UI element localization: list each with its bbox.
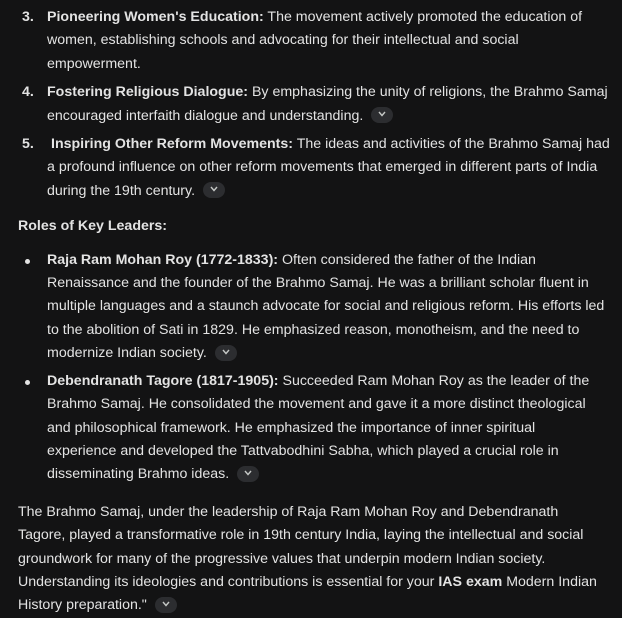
bullet-icon (25, 380, 30, 385)
list-item (0, 6, 622, 76)
item-title: Debendranath Tagore (1817-1905): (47, 372, 279, 389)
conclusion-text-end: Modern Indian History preparation." (18, 573, 597, 614)
item-body: Often considered the father of the Indian Renaissance and the founder of the Brahmo Samaj. He was a brilliant scholar fluent in multiple languages and a staunch advocate for social and religious reform. His efforts led to the abolition of Sati in 1829. He emphasized reason, monotheism, and the need to modernize Indian society. (47, 251, 605, 362)
expand-source-button[interactable] (371, 107, 393, 123)
list-item (0, 249, 622, 366)
expand-source-button[interactable] (155, 597, 177, 613)
item-title: Pioneering Women's Education: (47, 9, 264, 25)
list-item (0, 370, 622, 487)
item-body: By emphasizing the unity of religions, the Brahmo Samaj encouraged interfaith dialogue and understanding. (47, 84, 608, 124)
leaders-list (0, 249, 622, 487)
chevron-down-icon (222, 349, 230, 355)
list-number: 3. (22, 9, 34, 25)
expand-source-button[interactable] (215, 345, 237, 361)
bullet-icon (25, 259, 30, 264)
conclusion-paragraph (0, 501, 622, 618)
list-number: 5. (22, 136, 34, 153)
chevron-down-icon (162, 601, 170, 607)
expand-source-button[interactable] (203, 182, 225, 198)
item-body: Succeeded Ram Mohan Roy as the leader of the Brahmo Samaj. He consolidated the movement and gave it a more distinct theological and philosophical framework. He emphasized the importance of inner spiritual experience and developed the Tattvabodhini Sabha, which played a crucial role in disseminating Brahmo ideas. (47, 372, 590, 483)
item-title: Inspiring Other Reform Movements: (51, 136, 294, 153)
conclusion-emphasis: IAS exam (438, 573, 503, 590)
item-title: Fostering Religious Dialogue: (47, 84, 249, 101)
chevron-down-icon (210, 186, 218, 192)
chevron-down-icon (244, 470, 252, 476)
item-body: The movement actively promoted the education of women, establishing schools and advocating for their intellectual and social empowerment. (47, 9, 583, 72)
list-item (0, 81, 622, 128)
chevron-down-icon (378, 111, 386, 117)
list-number: 4. (22, 84, 34, 101)
response-content (0, 6, 622, 614)
section-heading: Roles of Key Leaders: (18, 218, 168, 235)
list-item (0, 133, 622, 203)
conclusion-text: The Brahmo Samaj, under the leadership of Raja Ram Mohan Roy and Debendranath Tagore, played a transformative role in 19th century India, laying the intellectual and social groundwork for many of the progressive values that underpin modern Indian society. Understanding its ideologies and contributions is essential for your (18, 503, 584, 590)
expand-source-button[interactable] (237, 466, 259, 482)
item-title: Raja Ram Mohan Roy (1772-1833): (47, 251, 279, 268)
numbered-list (0, 6, 622, 203)
item-body: The ideas and activities of the Brahmo Samaj had a profound influence on other reform movements that emerged in different parts of India during the 19th century. (47, 136, 610, 199)
